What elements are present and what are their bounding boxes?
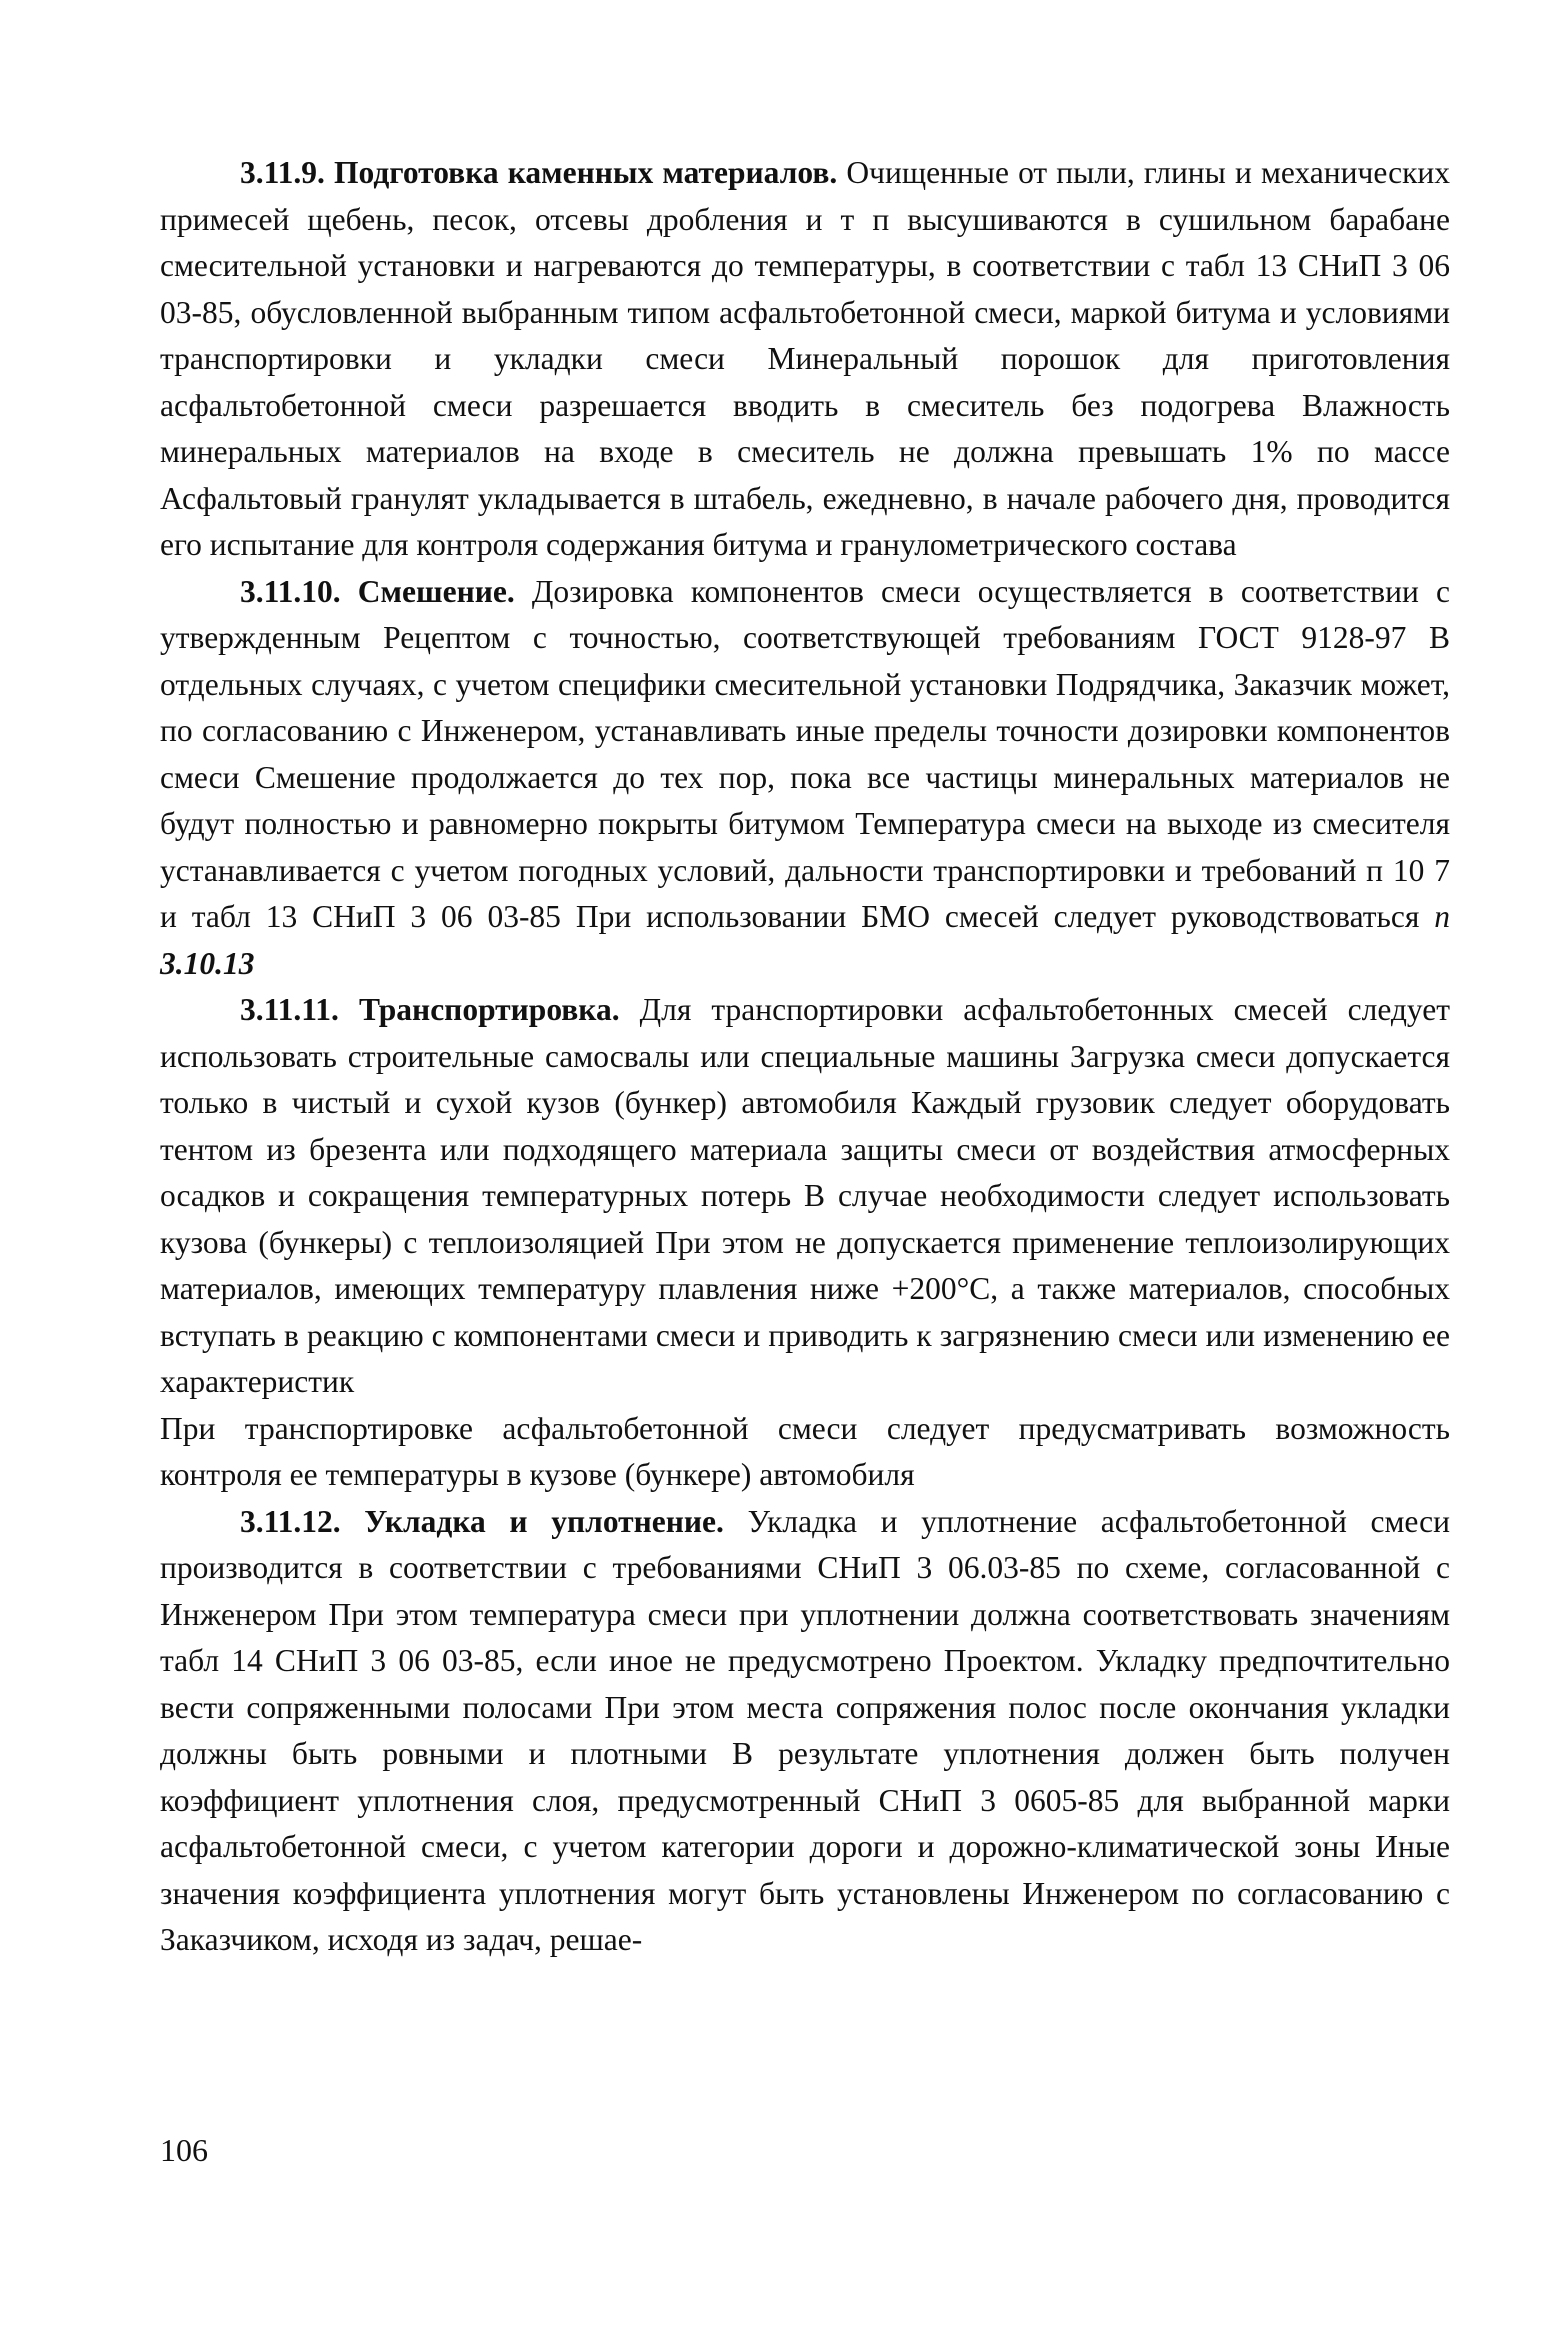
section-3-11-10: [160, 569, 1450, 988]
section-3-11-12: [160, 1499, 1450, 1964]
section-text: Для транспортировки асфальтобетонных смесей следует использовать строительные самосвалы или специальные машины Загрузка смеси допускается только в чистый и сухой кузов (бункер) автомобиля Каждый грузовик следует оборудовать тентом из брезента или подходящего материала защиты смеси от воздействия атмосферных осадков и сокращения температурных потерь В случае необходимости следует использовать кузова (бункеры) с теплоизоляцией При этом не допускается применение теплоизолирующих материалов, имеющих температуру плавления ниже +200°С, а также материалов, способных вступать в реакцию с компонентами смеси и приводить к загрязнению смеси или изменению ее характеристик: [160, 992, 1450, 1399]
section-text: Дозировка компонентов смеси осуществляется в соответствии с утвержденным Рецептом с точностью, соответствующей требованиям ГОСТ 9128-97 В отдельных случаях, с учетом специфики смесительной установки Подрядчика, Заказчик может, по согласованию с Инженером, устанавливать иные пределы точности дозировки компонентов смеси Смешение продолжается до тех пор, пока все частицы минеральных материалов не будут полностью и равномерно покрыты битумом Температура смеси на выходе из смесителя устанавливается с учетом погодных условий, дальности транспортировки и требований п 10 7 и табл 13 СНиП 3 06 03-85 При использовании БМО смесей следует руководствоваться: [160, 573, 1450, 934]
section-3-11-11: [160, 987, 1450, 1406]
section-heading: 3.11.10. Смешение.: [240, 573, 515, 609]
section-text: Укладка и уплотнение асфальтобетонной смеси производится в соответствии с требованиями СНиП 3 06.03-85 по схеме, согласованной с Инженером При этом температура смеси при уплотнении должна соответствовать значениям табл 14 СНиП 3 06 03-85, если иное не предусмотрено Проектом. Укладку предпочтительно вести сопряженными полосами При этом места сопряжения полос после окончания укладки должны быть ровными и плотными В результате уплотнения должен быть получен коэффициент уплотнения слоя, предусмотренный СНиП 3 0605-85 для выбранной марки асфальтобетонной смеси, с учетом категории дороги и дорожно-климатической зоны Иные значения коэффициента уплотнения могут быть установлены Инженером по согласованию с Заказчиком, исходя из задач, решае-: [160, 1503, 1450, 1957]
document-page: [160, 150, 1450, 1964]
section-heading: 3.11.11. Транспортировка.: [240, 992, 620, 1027]
reference-link: 3.10.13: [160, 945, 255, 981]
section-heading: 3.11.9. Подготовка каменных материалов.: [240, 155, 838, 190]
reference-prefix: п: [1434, 899, 1450, 934]
section-3-11-9: [160, 150, 1450, 569]
section-heading: 3.11.12. Укладка и уплотнение.: [240, 1503, 724, 1539]
transport-note: [160, 1406, 1450, 1499]
page-number: 106: [160, 2132, 208, 2168]
section-text: Очищенные от пыли, глины и механических примесей щебень, песок, отсевы дробления и т п высушиваются в сушильном барабане смесительной установки и нагреваются до температуры, в соответствии с табл 13 СНиП 3 06 03-85, обусловленной выбранным типом асфальтобетонной смеси, маркой битума и условиями транспортировки и укладки смеси Минеральный порошок для приготовления асфальтобетонной смеси разрешается вводить в смеситель без подогрева Влажность минеральных материалов на входе в смеситель не должна превышать 1% по массе Асфальтовый гранулят укладывается в штабель, ежедневно, в начале рабочего дня, проводится его испытание для контроля содержания битума и гранулометрического состава: [160, 155, 1450, 562]
section-text: При транспортировке асфальтобетонной смеси следует предусматривать возможность контроля ее температуры в кузове (бункере) автомобиля: [160, 1410, 1450, 1492]
